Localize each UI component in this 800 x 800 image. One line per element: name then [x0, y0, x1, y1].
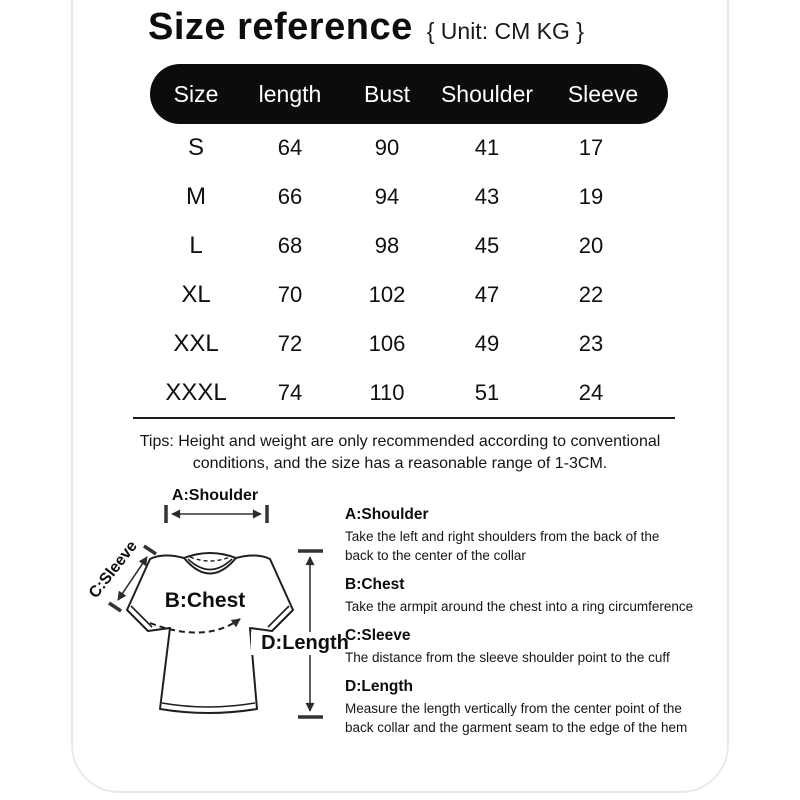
- table-row: [150, 319, 668, 368]
- cell-bust: 98: [374, 232, 400, 258]
- cell-shoulder: 47: [474, 281, 500, 307]
- cell-sleeve: 24: [578, 379, 604, 405]
- cell-size: XXL: [173, 329, 219, 357]
- page-title: Size reference: [148, 6, 413, 48]
- measurement-guide: [345, 506, 735, 748]
- cell-bust: 90: [374, 134, 400, 160]
- cell-shoulder: 49: [474, 330, 500, 356]
- cell-sleeve: 17: [578, 134, 604, 160]
- cell-size: L: [189, 231, 203, 259]
- table-row: [150, 368, 668, 417]
- cell-sleeve: 20: [578, 232, 604, 258]
- guide-heading: D:Length: [345, 678, 414, 695]
- guide-description: Measure the length vertically from the center point of the back collar and the garment seam to the edge of the hem: [345, 701, 688, 735]
- diagram-label-length: D:Length: [251, 632, 359, 655]
- guide-description: The distance from the sleeve shoulder point to the cuff: [345, 650, 670, 665]
- diagram-label-sleeve: C:Sleeve: [85, 537, 141, 602]
- cell-sleeve: 23: [578, 330, 604, 356]
- guide-section-length: [345, 678, 735, 737]
- cell-shoulder: 41: [474, 134, 500, 160]
- unit-note: { Unit: CM KG }: [426, 18, 584, 44]
- tips-note: Tips: Height and weight are only recommended according to conventional conditions, and the size has a reasonable range of 1-3CM.: [139, 433, 661, 472]
- cell-shoulder: 43: [474, 183, 500, 209]
- cell-size: M: [186, 182, 206, 210]
- table-row: [150, 172, 668, 221]
- guide-heading: A:Shoulder: [345, 506, 429, 523]
- collar-back-seam: [190, 557, 230, 561]
- diagram-label-chest: B:Chest: [164, 589, 246, 612]
- cell-sleeve: 19: [578, 183, 604, 209]
- cell-bust: 94: [374, 183, 400, 209]
- cell-bust: 110: [369, 379, 405, 405]
- cell-length: 64: [277, 134, 303, 160]
- cell-shoulder: 45: [474, 232, 500, 258]
- shoulder-arrow: [166, 505, 267, 523]
- guide-section-sleeve: [345, 627, 735, 667]
- cell-sleeve: 22: [578, 281, 604, 307]
- size-table-body: [150, 123, 668, 417]
- col-header-size: Size: [173, 80, 219, 107]
- cell-length: 72: [277, 330, 303, 356]
- guide-section-chest: [345, 576, 735, 616]
- guide-description: Take the armpit around the chest into a ring circumference: [345, 599, 694, 614]
- table-row: [150, 221, 668, 270]
- guide-heading: B:Chest: [345, 576, 405, 593]
- guide-section-shoulder: [345, 506, 735, 565]
- cell-length: 68: [277, 232, 303, 258]
- cell-size: XL: [181, 280, 211, 308]
- cell-size: XXXL: [165, 378, 227, 406]
- cell-shoulder: 51: [474, 379, 500, 405]
- cell-length: 70: [277, 281, 303, 307]
- table-bottom-divider: [133, 417, 675, 419]
- size-table-header: [150, 64, 668, 124]
- guide-description: Take the left and right shoulders from the back of the back to the center of the collar: [345, 529, 660, 563]
- tshirt-line-art: [90, 485, 345, 745]
- header: [148, 6, 584, 49]
- tshirt-measurement-diagram: [85, 485, 349, 745]
- cell-length: 74: [277, 379, 303, 405]
- cell-size: S: [187, 133, 204, 161]
- cell-bust: 106: [368, 330, 406, 356]
- table-row: [150, 270, 668, 319]
- table-row: [150, 123, 668, 172]
- col-header-sleeve: Sleeve: [567, 80, 639, 107]
- cell-bust: 102: [368, 281, 406, 307]
- col-header-length: length: [258, 80, 322, 107]
- col-header-bust: Bust: [363, 80, 411, 107]
- diagram-label-shoulder: A:Shoulder: [171, 487, 259, 504]
- cell-length: 66: [277, 183, 303, 209]
- guide-heading: C:Sleeve: [345, 627, 411, 644]
- col-header-shoulder: Shoulder: [440, 80, 534, 107]
